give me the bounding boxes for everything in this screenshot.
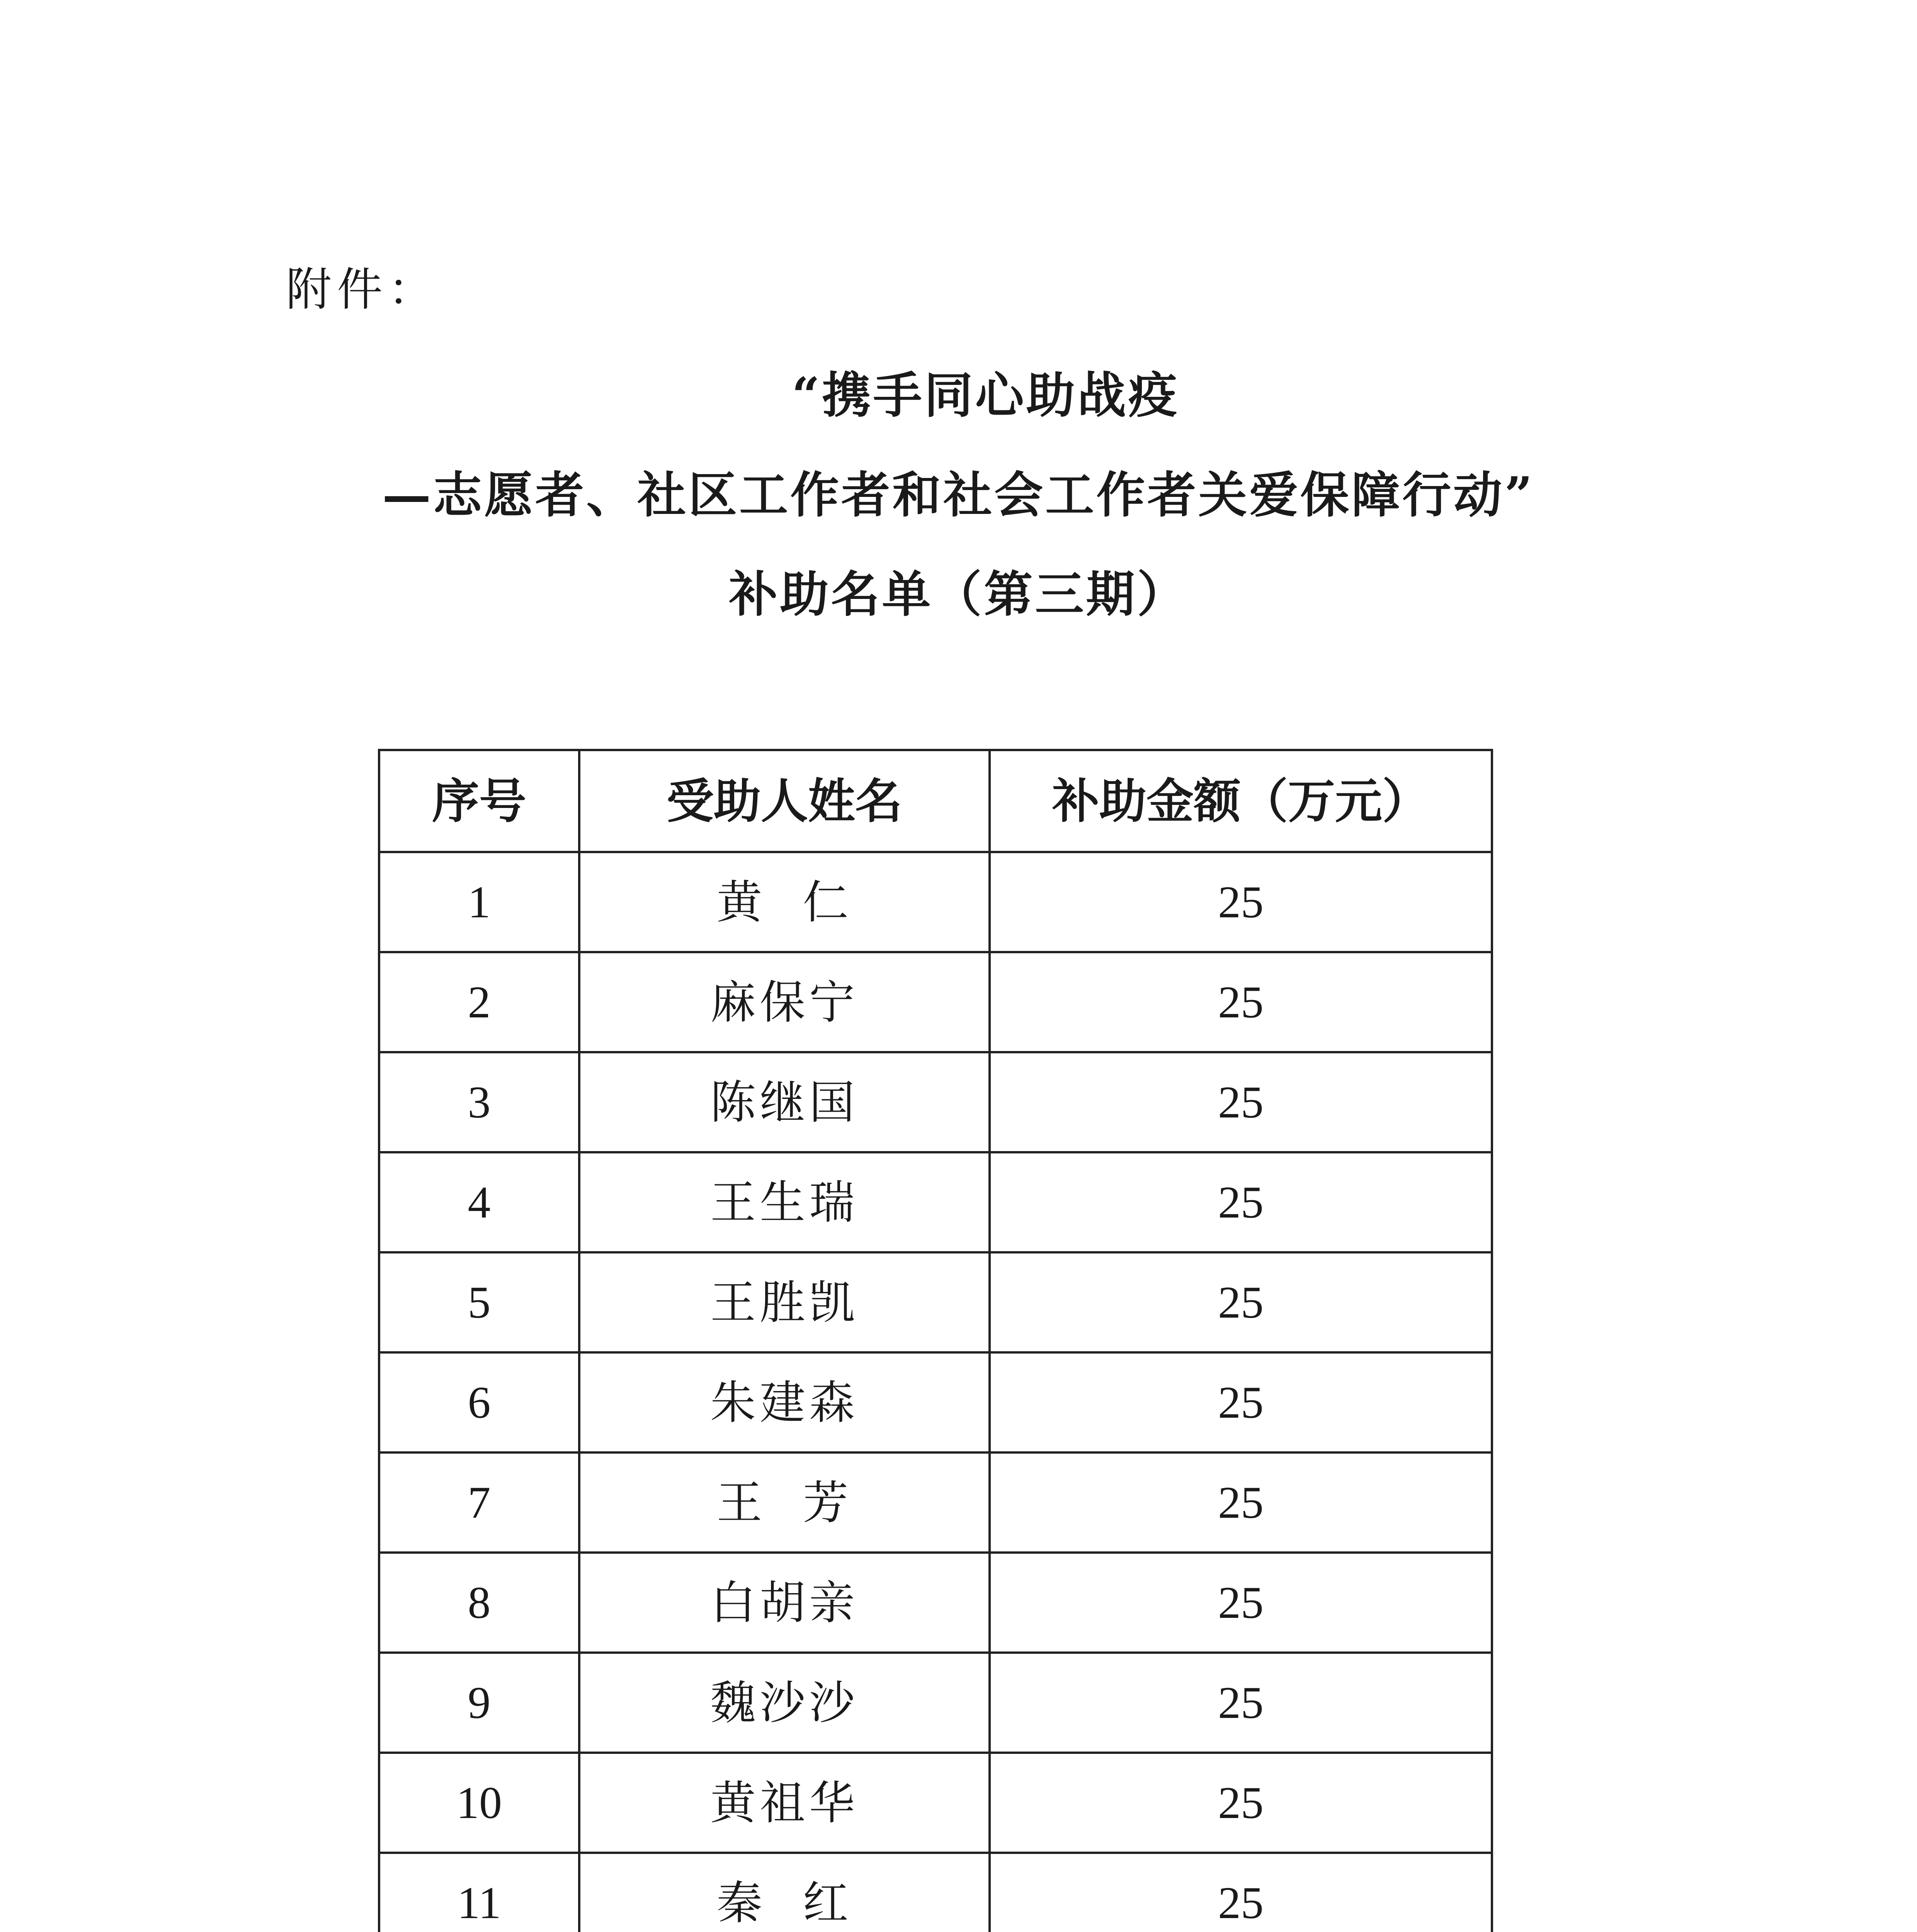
title-line-1: “携手同心助战疫 <box>792 367 1179 424</box>
row-subsidy-amount: 25 <box>990 1352 1492 1452</box>
header-subsidy-amount: 补助金额（万元） <box>990 750 1492 852</box>
table-row <box>379 1152 1492 1252</box>
row-serial-number: 5 <box>379 1252 579 1352</box>
row-serial-number: 7 <box>379 1452 579 1553</box>
row-recipient-name: 陈继国 <box>579 1052 990 1152</box>
table-header-row <box>379 750 1492 852</box>
table-row <box>379 1553 1492 1653</box>
row-serial-number: 9 <box>379 1653 579 1753</box>
row-serial-number: 2 <box>379 952 579 1052</box>
row-subsidy-amount: 25 <box>990 1753 1492 1853</box>
row-subsidy-amount: 25 <box>990 1252 1492 1352</box>
row-recipient-name: 魏沙沙 <box>579 1653 990 1753</box>
title-line-2: —志愿者、社区工作者和社会工作者关爱保障行动” <box>382 466 1535 524</box>
row-recipient-name: 朱建森 <box>579 1352 990 1452</box>
row-subsidy-amount: 25 <box>990 952 1492 1052</box>
row-serial-number: 11 <box>379 1853 579 1932</box>
table-row <box>379 852 1492 952</box>
row-serial-number: 1 <box>379 852 579 952</box>
row-subsidy-amount: 25 <box>990 1452 1492 1553</box>
row-recipient-name: 秦 红 <box>579 1853 990 1932</box>
row-recipient-name: 王生瑞 <box>579 1152 990 1252</box>
table-row <box>379 952 1492 1052</box>
row-subsidy-amount: 25 <box>990 852 1492 952</box>
header-serial-number: 序号 <box>379 750 579 852</box>
title-line-3: 补助名单（第三期） <box>729 566 1188 623</box>
row-recipient-name: 麻保宁 <box>579 952 990 1052</box>
table-row <box>379 1252 1492 1352</box>
attachment-label: 附件： <box>286 263 439 316</box>
row-recipient-name: 白胡亲 <box>579 1553 990 1653</box>
table-row <box>379 1052 1492 1152</box>
row-subsidy-amount: 25 <box>990 1653 1492 1753</box>
row-serial-number: 3 <box>379 1052 579 1152</box>
header-recipient-name: 受助人姓名 <box>579 750 990 852</box>
row-serial-number: 8 <box>379 1553 579 1653</box>
row-serial-number: 6 <box>379 1352 579 1452</box>
row-subsidy-amount: 25 <box>990 1052 1492 1152</box>
table-row <box>379 1753 1492 1853</box>
table-row <box>379 1352 1492 1452</box>
row-recipient-name: 王 芳 <box>579 1452 990 1553</box>
table-row <box>379 1853 1492 1932</box>
row-subsidy-amount: 25 <box>990 1553 1492 1653</box>
row-serial-number: 10 <box>379 1753 579 1853</box>
row-subsidy-amount: 25 <box>990 1152 1492 1252</box>
row-recipient-name: 王胜凯 <box>579 1252 990 1352</box>
subsidy-table <box>378 749 1493 1932</box>
table-row <box>379 1452 1492 1553</box>
row-recipient-name: 黄祖华 <box>579 1753 990 1853</box>
row-serial-number: 4 <box>379 1152 579 1252</box>
row-recipient-name: 黄 仁 <box>579 852 990 952</box>
row-subsidy-amount: 25 <box>990 1853 1492 1932</box>
table-row <box>379 1653 1492 1753</box>
